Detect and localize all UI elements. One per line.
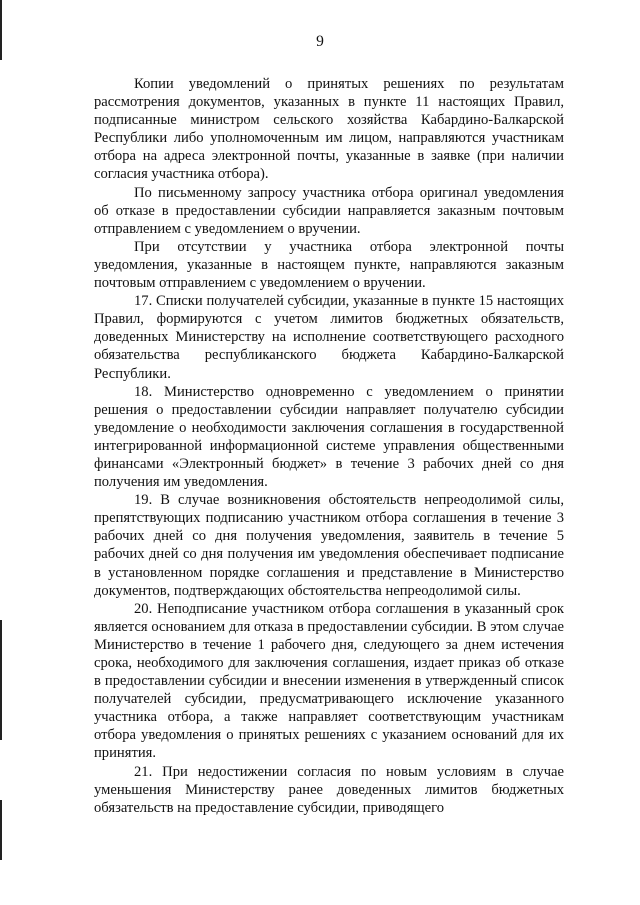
paragraph-item-18: 18. Министерство одновременно с уведомлением о принятии решения о предоставлении субсидии направляет получателю субсидии уведомление о необходимости заключения соглашения в государственной интегрированной информационной системе управления общественными финансами «Электронный бюджет» в течение 3 рабочих дней со дня получения им уведомления. bbox=[94, 383, 564, 491]
paragraph-item-19: 19. В случае возникновения обстоятельств непреодолимой силы, препятствующих подписанию участником отбора соглашения в течение 3 рабочих дней со дня получения уведомления, заявитель в течение 5 рабочих дней со дня получения им уведомления обеспечивает подписание в установленном порядке соглашения и представление в Министерство документов, подтверждающих обстоятельства непреодолимой силы. bbox=[94, 492, 564, 599]
scan-edge-mark bbox=[0, 0, 2, 60]
paragraph: При отсутствии у участника отбора электронной почты уведомления, указанные в настоящем пункте, направляются заказным почтовым отправлением с уведомлением о вручении. bbox=[94, 238, 564, 292]
paragraph: По письменному запросу участника отбора оригинал уведомления об отказе в предоставлении субсидии направляется заказным почтовым отправлением с уведомлением о вручении. bbox=[94, 184, 564, 237]
scan-edge-mark bbox=[0, 800, 2, 860]
paragraph-item-21: 21. При недостижении согласия по новым условиям в случае уменьшения Министерству ранее доведенных лимитов бюджетных обязательств на предоставление субсидии, приводящего bbox=[94, 763, 564, 816]
page-number: 9 bbox=[316, 33, 324, 50]
paragraph: Копии уведомлений о принятых решениях по результатам рассмотрения документов, указанных в пункте 11 настоящих Правил, подписанные министром сельского хозяйства Кабардино-Балкарской Республики либо уполномоченным им лицом, направляются участникам отбора на адреса электронной почты, указанные в заявке (при наличии согласия участника отбора). bbox=[94, 76, 564, 183]
paragraph-item-17: 17. Списки получателей субсидии, указанные в пункте 15 настоящих Правил, формируются с учетом лимитов бюджетных обязательств, доведенных Министерству на исполнение соответствующего расходного обязательства республиканского бюджета Кабардино-Балкарской Республики. bbox=[94, 293, 564, 382]
scan-edge-mark bbox=[0, 620, 2, 740]
document-body bbox=[94, 75, 564, 817]
paragraph-item-20: 20. Неподписание участником отбора соглашения в указанный срок является основанием для отказа в предоставлении субсидии. В этом случае Министерство в течение 1 рабочего дня, следующего за днем истечения срока, необходимого для заключения соглашения, издает приказ об отказе в предоставлении субсидии и внесении изменения в утвержденный список получателей субсидии, предусматривающего исключение указанного участника отбора, а также направляет соответствующим участникам отбора уведомления о принятых решениях с указанием оснований для их принятия. bbox=[94, 600, 564, 762]
